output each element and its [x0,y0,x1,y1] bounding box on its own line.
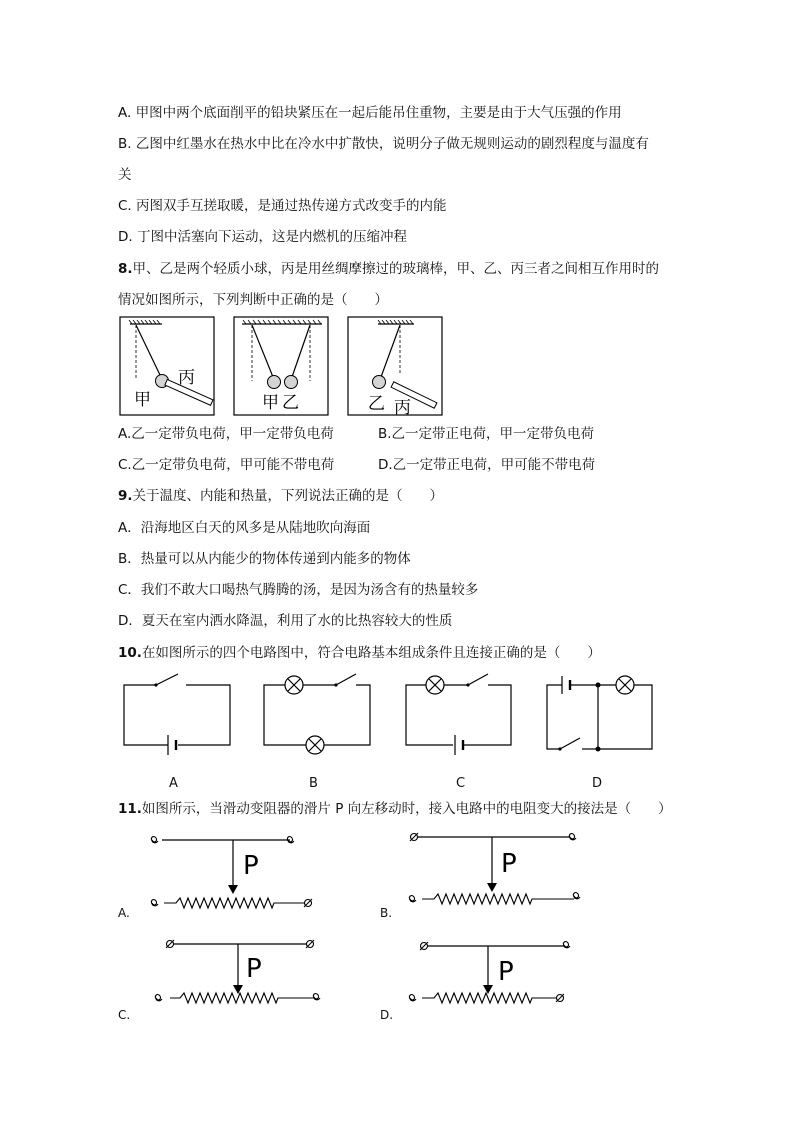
q8-option-a: A.乙一定带负电荷，甲一定带负电荷 [118,426,334,442]
q11-p-label-c: P [246,954,262,984]
q9-number: 9. [118,488,133,504]
q8-number: 8. [118,261,133,277]
q11-label-a: A. [118,906,130,920]
q10-label-d: D [592,776,603,791]
q10-circuits [118,668,663,760]
q10-label-b: B [309,776,318,791]
lamp-icon [306,736,324,754]
q7-option-c: C. 丙图双手互搓取暖，是通过热传递方式改变手的内能 [118,198,447,214]
q10-stem-text: 在如图所示的四个电路图中，符合电路基本组成条件且连接正确的是（ ） [141,645,601,661]
lamp-icon [426,676,444,694]
q11-stem [118,800,672,818]
q8-stem-line2: 情况如图所示，下列判断中正确的是（ ） [118,292,388,308]
circuit-b [264,674,370,754]
circuit-c [406,674,511,755]
q10-label-c: C [456,776,466,791]
circuit-a [124,674,230,755]
q11-rheostats [118,822,588,1032]
q10-number: 10. [118,645,142,661]
q9-option-a: A．沿海地区白天的风多是从陆地吹向海面 [118,520,371,536]
q8-label-yi-2: 乙 [282,393,299,413]
q8-stem-text: 甲、乙是两个轻质小球，丙是用丝绸摩擦过的玻璃棒，甲、乙、丙三者之间相互作用时的 [132,261,660,277]
rheostat-d [409,942,570,1003]
rheostat-a [151,837,312,908]
q11-label-c: C. [118,1008,131,1022]
q9-stem [118,487,443,505]
q8-label-jia-2: 甲 [262,393,279,413]
q9-option-c: C．我们不敢大口喝热气腾腾的汤，是因为汤含有的热量较多 [118,582,479,598]
rheostat-c [155,940,320,1003]
q7-option-b-line1: B. 乙图中红墨水在热水中比在冷水中扩散快，说明分子做无规则运动的剧烈程度与温度有 [118,136,649,152]
q7-option-a: A. 甲图中两个底面削平的铅块紧压在一起后能吊住重物，主要是由于大气压强的作用 [118,105,622,121]
q11-label-d: D. [380,1008,394,1022]
q8-label-jia-1: 甲 [134,390,151,410]
q7-option-b-line2: 关 [118,167,132,183]
q8-option-b: B.乙一定带正电荷，甲一定带负电荷 [378,426,595,442]
q11-p-label-b: P [501,849,517,879]
q9-option-b: B．热量可以从内能少的物体传递到内能多的物体 [118,551,411,567]
q7-option-d: D. 丁图中活塞向下运动，这是内燃机的压缩冲程 [118,229,407,245]
q10-stem [118,644,601,662]
q11-label-b: B. [380,906,393,920]
lamp-icon [285,676,303,694]
q8-option-c: C.乙一定带负电荷，甲可能不带电荷 [118,457,335,473]
q8-label-bing-3: 丙 [394,398,411,417]
lamp-icon [616,676,634,694]
q10-label-a: A [169,776,178,791]
circuit-d [547,676,652,752]
q9-option-d: D．夏天在室内洒水降温，利用了水的比热容较大的性质 [118,613,453,629]
q8-option-d: D.乙一定带正电荷，甲可能不带电荷 [378,457,596,473]
q8-label-bing-1: 丙 [178,368,195,388]
q11-p-label-d: P [498,957,514,987]
q11-number: 11. [118,801,142,817]
q8-label-yi-3: 乙 [368,394,385,414]
rheostat-b [409,833,580,904]
q8-figure [118,315,448,417]
q9-stem-text: 关于温度、内能和热量，下列说法正确的是（ ） [132,488,444,504]
q11-p-label-a: P [243,851,259,881]
q8-stem-line1 [118,260,659,278]
q11-stem-text: 如图所示，当滑动变阻器的滑片 P 向左移动时，接入电路中的电阻变大的接法是（ ） [141,801,672,817]
